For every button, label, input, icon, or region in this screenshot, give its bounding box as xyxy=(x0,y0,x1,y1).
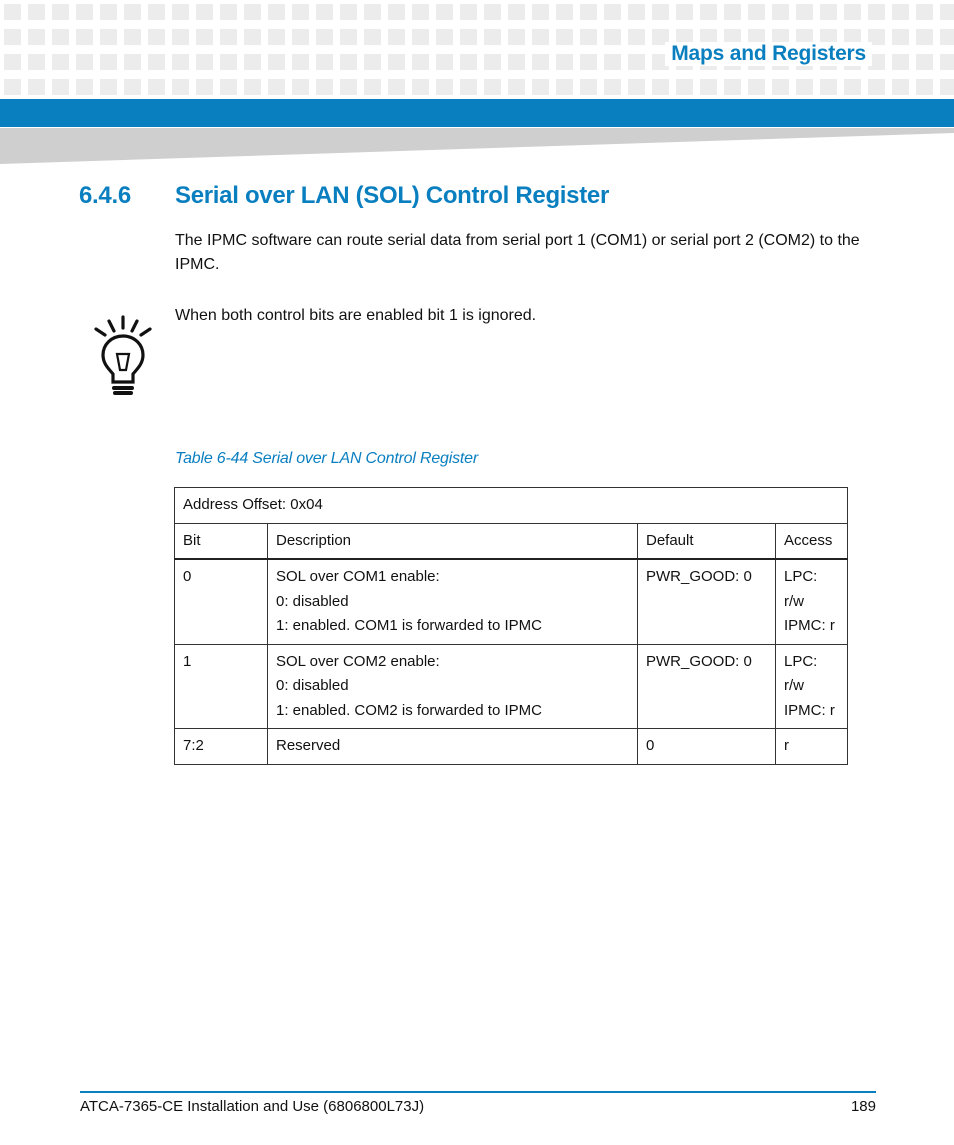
header-access: Access xyxy=(776,523,848,559)
cell-default: PWR_GOOD: 0 xyxy=(638,559,776,644)
access-line: IPMC: r xyxy=(784,701,835,719)
lightbulb-icon xyxy=(92,314,154,396)
description-line: 1: enabled. COM2 is forwarded to IPMC xyxy=(276,701,542,719)
chapter-title: Maps and Registers xyxy=(665,42,872,66)
register-table xyxy=(174,487,848,765)
table-caption: Table 6-44 Serial over LAN Control Register xyxy=(175,450,478,467)
page-number: 189 xyxy=(850,1098,876,1115)
description-line: 0: disabled xyxy=(276,592,349,610)
description-line: SOL over COM2 enable: xyxy=(276,652,440,670)
cell-default: PWR_GOOD: 0 xyxy=(638,644,776,729)
note-text: When both control bits are enabled bit 1 is ignored. xyxy=(175,307,537,324)
section-heading xyxy=(79,182,609,210)
access-line: LPC: r/w xyxy=(784,652,818,694)
table-row xyxy=(175,644,848,729)
cell-bit: 7:2 xyxy=(175,729,268,765)
access-line: IPMC: r xyxy=(784,617,835,634)
cell-access xyxy=(776,644,848,729)
cell-default: 0 xyxy=(638,729,776,765)
cell-bit: 0 xyxy=(175,559,268,644)
cell-access xyxy=(776,559,848,644)
cell-description: Reserved xyxy=(268,729,638,765)
access-line: LPC: r/w xyxy=(784,568,818,610)
cell-access: r xyxy=(776,729,848,765)
description-line: SOL over COM1 enable: xyxy=(276,568,440,585)
table-row xyxy=(175,729,848,765)
header-wedge xyxy=(0,128,954,164)
section-title: Serial over LAN (SOL) Control Register xyxy=(175,182,610,209)
intro-paragraph: The IPMC software can route serial data from serial port 1 (COM1) or serial port 2 (COM2) to the IPMC. xyxy=(175,232,860,273)
footer-rule xyxy=(80,1091,876,1093)
description-line: 1: enabled. COM1 is forwarded to IPMC xyxy=(276,617,542,634)
address-row xyxy=(175,488,848,524)
header-description: Description xyxy=(268,523,638,559)
cell-bit: 1 xyxy=(175,644,268,729)
address-offset: Address Offset: 0x04 xyxy=(175,488,848,524)
section-number: 6.4.6 xyxy=(79,182,131,209)
header-bit: Bit xyxy=(175,523,268,559)
cell-description xyxy=(268,559,638,644)
description-line: 0: disabled xyxy=(276,677,349,694)
cell-description xyxy=(268,644,638,729)
header-band xyxy=(0,99,954,127)
header-default: Default xyxy=(638,523,776,559)
footer-doc-title: ATCA-7365-CE Installation and Use (6806800L73J) xyxy=(80,1098,425,1115)
table-header-row xyxy=(175,523,848,559)
table-row xyxy=(175,559,848,644)
